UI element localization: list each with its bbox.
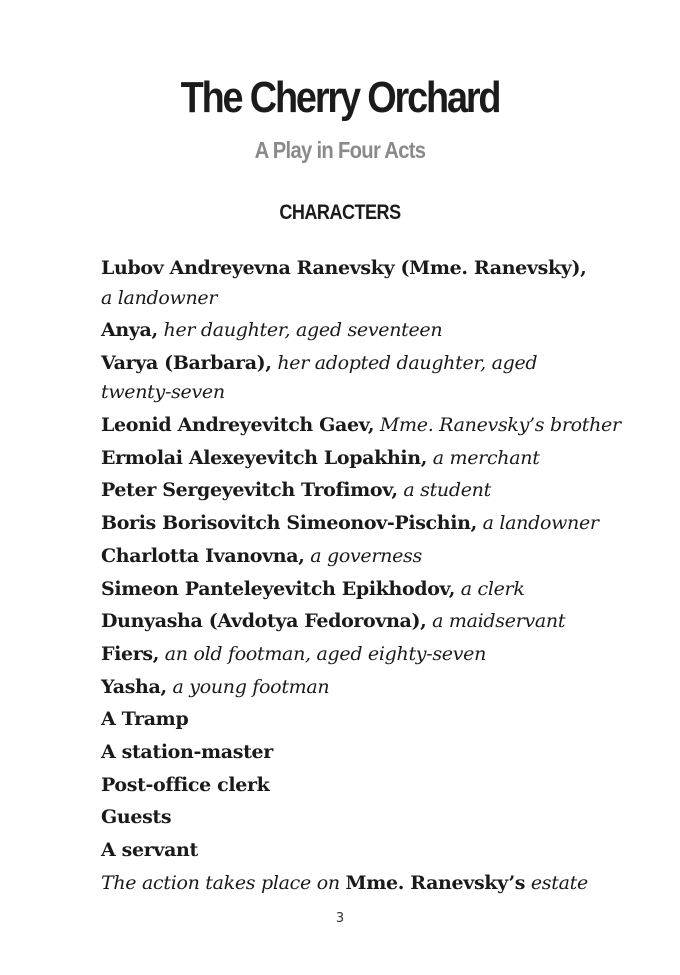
characters-heading: CHARACTERS [279,201,401,224]
character-entry-trofimov [101,476,621,506]
character-description-continued: twenty-seven [101,381,225,404]
character-name: Fiers, [101,642,160,665]
character-entry-dunyasha [101,607,621,637]
setting-note-prefix: The action takes place on [101,871,346,894]
character-entry-ranevsky [101,254,621,313]
character-name: Varya (Barbara), [101,351,272,374]
character-entry-yasha [101,673,621,703]
character-description: a student [397,479,491,502]
character-entry-fiers [101,640,621,670]
character-entry-epikhodov [101,575,621,605]
character-list [101,254,621,898]
character-entry-gaev [101,411,621,441]
character-name: Boris Borisovitch Simeonov-Pischin, [101,512,477,535]
setting-note-suffix: estate [525,871,588,894]
character-entry-pischin [101,509,621,539]
character-entry-guests [101,803,621,833]
character-description: a maidservant [426,610,566,633]
setting-note [101,869,621,899]
character-description: a landowner [101,286,218,309]
character-entry-charlotta [101,542,621,572]
character-entry-servant [101,836,621,866]
character-description: a landowner [476,512,599,535]
page-number: 3 [335,911,345,926]
character-name: Ermolai Alexeyevitch Lopakhin, [101,446,428,469]
character-entry-anya [101,316,621,346]
character-name: A servant [101,839,198,861]
character-name: Yasha, [101,675,167,698]
character-entry-lopakhin [101,444,621,474]
character-description: Mme. Ranevsky’s brother [374,414,621,437]
character-name: A station-master [101,740,273,763]
play-subtitle: A Play in Four Acts [254,137,426,163]
character-description: her adopted daughter, aged [271,351,538,374]
character-name: Anya, [101,319,158,342]
character-description: a governess [304,544,422,567]
character-entry-post-office-clerk [101,771,621,801]
character-name: Dunyasha (Avdotya Fedorovna), [101,610,427,633]
character-name: Guests [101,806,172,829]
character-name: Simeon Panteleyevitch Epikhodov, [101,577,455,600]
character-name: Leonid Andreyevitch Gaev, [101,414,375,437]
character-description: an old footman, aged eighty-seven [159,642,487,665]
character-description: a merchant [427,446,540,469]
character-entry-varya [101,349,621,408]
character-name: Post-office clerk [101,773,270,796]
character-name: Charlotta Ivanovna, [101,544,305,567]
character-description: her daughter, aged seventeen [157,319,443,342]
character-description: a clerk [454,577,525,600]
character-entry-station-master [101,738,621,768]
character-name: Peter Sergeyevitch Trofimov, [101,479,398,502]
character-name: A Tramp [101,708,189,731]
setting-note-place: Mme. Ranevsky’s [345,871,526,894]
character-entry-tramp [101,705,621,735]
play-title: The Cherry Orchard [180,73,500,122]
character-description: a young footman [166,675,330,698]
character-name: Lubov Andreyevna Ranevsky (Mme. Ranevsky), [101,257,587,279]
